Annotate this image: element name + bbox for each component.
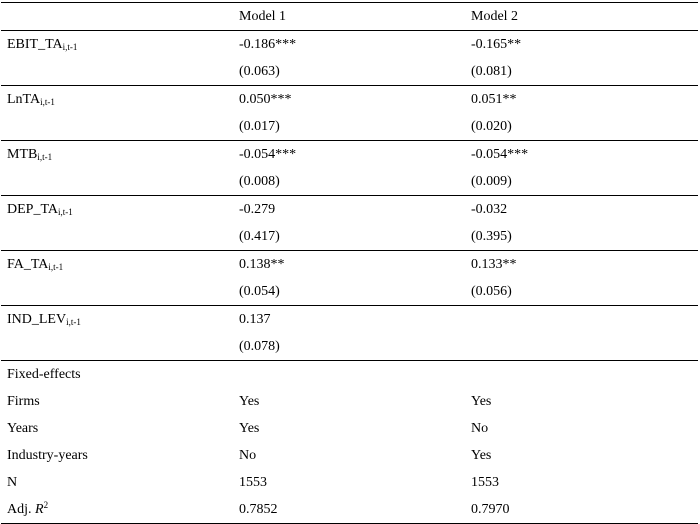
fe-m1: Yes [239, 420, 260, 436]
m2-coef [465, 306, 698, 334]
fe-m1: No [239, 447, 257, 463]
header-model-1: Model 1 [233, 3, 465, 31]
m1-coef: -0.279 [233, 196, 465, 224]
m2-se [465, 333, 698, 361]
m2-coef: 0.133** [465, 251, 698, 279]
n-m1: 1553 [239, 474, 267, 490]
coef-row-dep-ta [1, 196, 698, 224]
fe-label: Years [7, 420, 39, 436]
coef-row-ind-lev [1, 306, 698, 334]
fe-m2: Yes [471, 393, 492, 409]
variable-label: MTBi,t-1 [1, 141, 233, 169]
fixed-effects-heading-row [1, 361, 698, 389]
m1-se: (0.054) [239, 283, 280, 299]
se-row-mtb [1, 168, 698, 196]
coef-row-fa-ta [1, 251, 698, 279]
fe-row-industry-years [1, 442, 698, 469]
m1-se: (0.417) [239, 228, 280, 244]
m1-coef: 0.137 [233, 306, 465, 334]
variable-label: FA_TAi,t-1 [1, 251, 233, 279]
se-row-ebit-ta [1, 58, 698, 86]
m2-se: (0.395) [471, 228, 512, 244]
m2-se: (0.081) [471, 63, 512, 79]
stat-row-adj-r2 [1, 496, 698, 524]
variable-label: LnTAi,t-1 [1, 86, 233, 114]
header-model-2: Model 2 [465, 3, 698, 31]
adj-r2-m2: 0.7970 [465, 496, 698, 524]
coef-row-mtb [1, 141, 698, 169]
variable-label: IND_LEVi,t-1 [1, 306, 233, 334]
m2-se: (0.009) [471, 173, 512, 189]
se-row-fa-ta [1, 278, 698, 306]
stat-row-n [1, 469, 698, 496]
se-row-ind-lev [1, 333, 698, 361]
n-m2: 1553 [471, 474, 499, 490]
m2-se: (0.056) [471, 283, 512, 299]
m2-coef: -0.054*** [465, 141, 698, 169]
m2-se: (0.020) [471, 118, 512, 134]
n-label: N [7, 474, 18, 490]
m1-coef: -0.186*** [233, 31, 465, 59]
coef-row-lnta [1, 86, 698, 114]
se-row-lnta [1, 113, 698, 141]
variable-label: DEP_TAi,t-1 [1, 196, 233, 224]
m1-se: (0.078) [239, 338, 280, 354]
m1-se: (0.017) [239, 118, 280, 134]
fe-label: Industry-years [7, 447, 88, 463]
m1-coef: 0.138** [233, 251, 465, 279]
fe-m1: Yes [239, 393, 260, 409]
m2-coef: -0.032 [465, 196, 698, 224]
m1-coef: -0.054*** [233, 141, 465, 169]
fe-row-firms [1, 388, 698, 415]
m1-se: (0.063) [239, 63, 280, 79]
se-row-dep-ta [1, 223, 698, 251]
fe-m2: No [471, 420, 489, 436]
adj-r2-label: Adj. $R^2$ [1, 496, 233, 524]
regression-table [1, 2, 698, 524]
fe-row-years [1, 415, 698, 442]
m1-se: (0.008) [239, 173, 280, 189]
m1-coef: 0.050*** [233, 86, 465, 114]
coef-row-ebit-ta [1, 31, 698, 59]
adj-r2-m1: 0.7852 [233, 496, 465, 524]
header-variable-cell [1, 3, 233, 31]
header-row [1, 3, 698, 31]
fe-m2: Yes [471, 447, 492, 463]
m2-coef: 0.051** [465, 86, 698, 114]
fe-label: Firms [7, 393, 40, 409]
m2-coef: -0.165** [465, 31, 698, 59]
variable-label: EBIT_TAi,t-1 [1, 31, 233, 59]
fixed-effects-label: Fixed-effects [1, 361, 233, 389]
